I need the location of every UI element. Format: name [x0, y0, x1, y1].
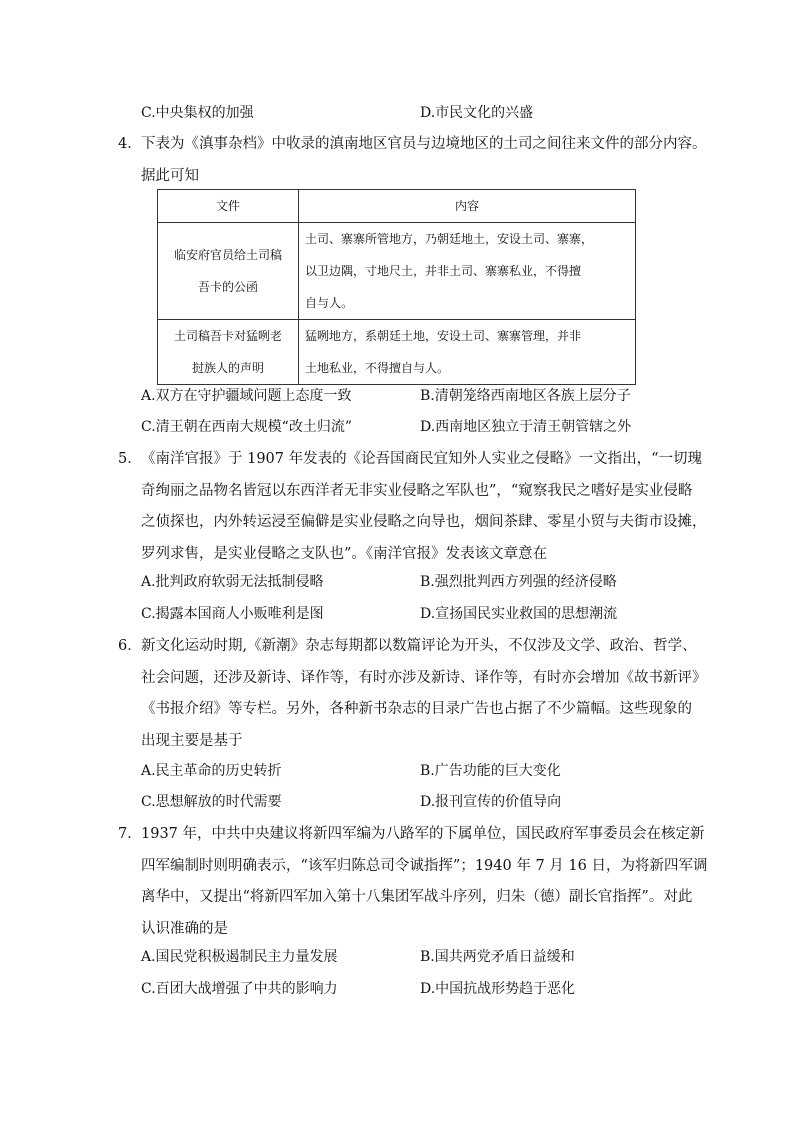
question-line: 新文化运动时期,《新潮》杂志每期都以数篇评论为开头，不仅涉及文学、政治、哲学、 — [141, 638, 697, 654]
table-row — [158, 223, 636, 320]
q5-option-d: D.宣扬国民实业救国的思想潮流 — [420, 606, 618, 622]
q4-option-c: C.清王朝在西南大规模“改土归流” — [141, 419, 352, 435]
cell-line: 猛咧地方，系朝廷土地，安设土司、寨寨管理，并非 — [305, 329, 582, 343]
q6-option-a: A.民主革命的历史转折 — [141, 763, 282, 779]
table-cell-doc — [158, 320, 299, 385]
question-number: 6． — [118, 638, 142, 654]
q4-option-b: B.清朝笼络西南地区各族上层分子 — [420, 388, 631, 404]
question-line: 认识准确的是 — [141, 920, 228, 937]
q7-option-c: C.百团大战增强了中共的影响力 — [141, 981, 338, 997]
question-line: 之侦探也，内外转运浸至偏僻是实业侵略之向导也，烟间茶肆、零星小贸与夫街市设摊， — [141, 514, 707, 530]
document-table — [157, 189, 636, 385]
q6-option-c: C.思想解放的时代需要 — [141, 794, 282, 810]
q6-options-cd — [0, 791, 794, 815]
q4-options-cd — [0, 416, 794, 440]
question-4 — [118, 129, 707, 192]
question-number: 4． — [118, 136, 142, 152]
cell-line: 挝族人的声明 — [191, 361, 264, 375]
question-line: 出现主要是基于 — [141, 732, 243, 749]
table-header-cell: 内容 — [299, 190, 636, 223]
question-number: 7． — [118, 826, 142, 842]
q3-option-c: C.中央集权的加强 — [141, 105, 254, 121]
q7-option-d: D.中国抗战形势趋于恶化 — [420, 981, 576, 997]
q4-option-d: D.西南地区独立于清王朝管辖之外 — [420, 419, 632, 435]
question-line: 罗列求售，是实业侵略之支队也”。《南洋官报》发表该文章意在 — [141, 545, 548, 562]
q7-option-a: A.国民党积极遏制民主力量发展 — [141, 949, 338, 965]
q5-option-c: C.揭露本国商人小贩唯利是图 — [141, 606, 324, 622]
q5-options-ab — [0, 571, 794, 595]
question-line: 离华中，又提出“将新四军加入第十八集团军战斗序列，归朱（德）副长官指挥”。对此 — [141, 889, 693, 905]
question-line: 四军编制时则明确表示，“该军归陈总司令诚指挥”；1940 年 7 月 16 日，为将新四军调 — [141, 857, 708, 874]
table-row — [158, 320, 636, 385]
question-line: 据此可知 — [141, 167, 199, 184]
table-cell-content — [299, 320, 636, 385]
q6-option-d: D.报刊宣传的价值导向 — [420, 794, 562, 810]
q7-options-cd — [0, 978, 794, 1002]
question-line: 《南洋官报》于 1907 年发表的《论吾国商民宜知外人实业之侵略》一文指出，“一切瑰 — [141, 451, 703, 467]
cell-line: 吾卡的公函 — [197, 280, 258, 294]
cell-line: 以卫边隅，寸地尺土，并非土司、寨寨私业，不得擅 — [305, 264, 582, 278]
table-cell-doc — [158, 223, 299, 320]
q7-option-b: B.国共两党矛盾日益缓和 — [420, 949, 575, 965]
q3-options-cd — [0, 102, 794, 126]
q5-option-b: B.强烈批判西方列强的经济侵略 — [420, 574, 617, 590]
question-7 — [118, 819, 708, 945]
q4-options-ab — [0, 385, 794, 409]
question-6 — [118, 631, 707, 757]
q7-options-ab — [0, 946, 794, 970]
cell-line: 土司、寨寨所管地方，乃朝廷地土，安设土司、寨寨， — [305, 232, 594, 246]
cell-line: 土司稿吾卡对猛咧老 — [173, 329, 282, 343]
question-line: 社会问题，还涉及新诗、译作等，有时亦涉及新诗、译作等，有时亦会增加《故书新评》 — [141, 669, 707, 686]
question-line: 下表为《滇事杂档》中收录的滇南地区官员与边境地区的土司之间往来文件的部分内容。 — [141, 136, 707, 152]
q5-option-a: A.批判政府软弱无法抵制侵略 — [141, 574, 324, 590]
question-line: 1937 年，中共中央建议将新四军编为八路军的下属单位，国民政府军事委员会在核定新 — [141, 826, 705, 842]
q5-options-cd — [0, 603, 794, 627]
cell-line: 临安府官员给土司稿 — [173, 248, 282, 262]
q4-option-a: A.双方在守护疆域问题上态度一致 — [141, 388, 352, 404]
table-header-row — [158, 190, 636, 223]
cell-line: 土地私业，不得擅自与人。 — [305, 361, 450, 375]
table-header-cell: 文件 — [158, 190, 299, 223]
q6-option-b: B.广告功能的巨大变化 — [420, 763, 561, 779]
q6-options-ab — [0, 760, 794, 784]
cell-line: 自与人。 — [305, 296, 354, 310]
question-line: 《书报介绍》等专栏。另外，各种新书杂志的目录广告也占据了不少篇幅。这些现象的 — [141, 701, 692, 717]
table-cell-content — [299, 223, 636, 320]
question-5 — [118, 444, 707, 570]
question-line: 奇绚丽之品物名皆冠以东西洋者无非实业侵略之军队也”，“窥察我民之嗜好是实业侵略 — [141, 482, 693, 499]
q3-option-d: D.市民文化的兴盛 — [420, 105, 534, 121]
question-number: 5． — [118, 451, 142, 467]
